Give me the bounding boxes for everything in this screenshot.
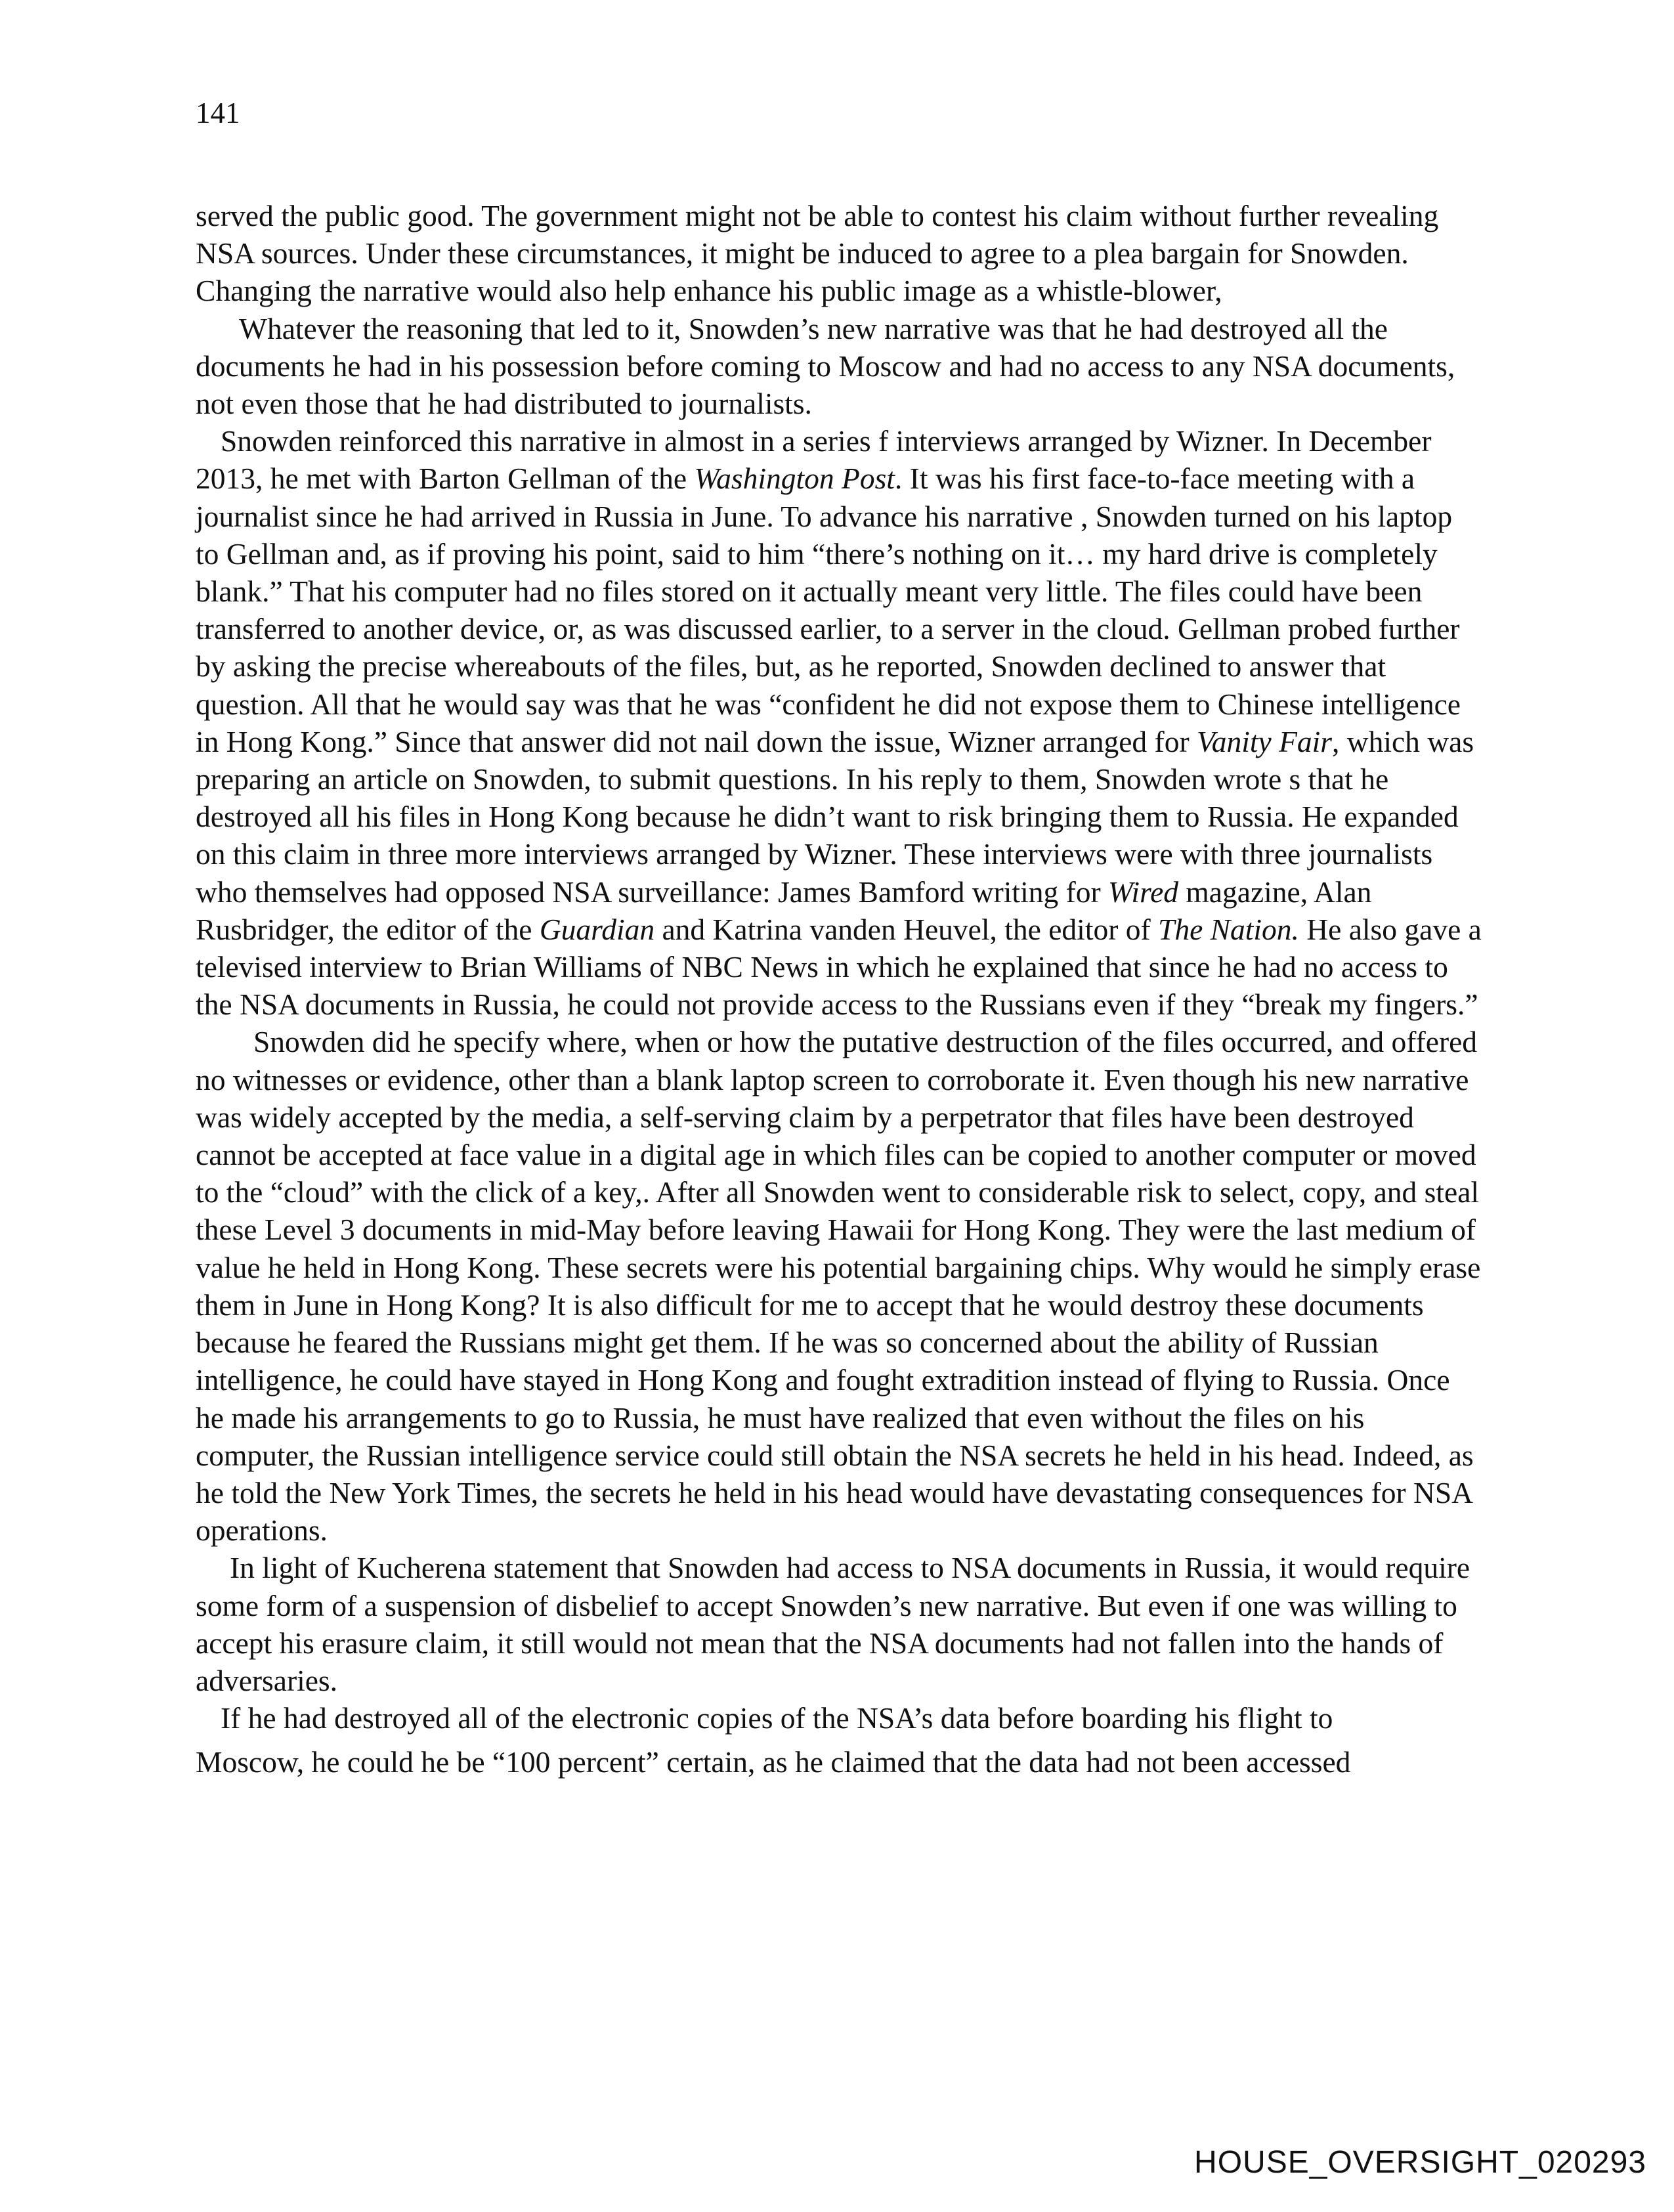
paragraph-3-title-wired: Wired bbox=[1108, 875, 1179, 909]
paragraph-2: Whatever the reasoning that led to it, Snowden’s new narrative was that he had destroyed all the documents he had in his possession before coming to Moscow and had no access to any NSA documents, not even those that he had distributed to journalists. bbox=[196, 311, 1455, 421]
paragraph-3-title-washington-post: Washington Post bbox=[694, 462, 895, 496]
page-number: 141 bbox=[196, 97, 240, 129]
paragraph-3-title-guardian: Guardian bbox=[539, 912, 655, 946]
paragraph-3-text-b: . It was his first face-to-face meeting with a journalist since he had arrived in Russia in June. To advance his narrative , Snowden turned on his laptop to Gellman and, as if proving his point, said to him “there’s nothing on it… my hard drive is completely blank.” That his computer had no files stored on it actually meant very little. The files could have been transferred to another device, or, as was discussed earlier, to a server in the cloud. Gellman probed further by asking the precise whereabouts of the files, but, as he reported, Snowden declined to answer that question. All that he would say was that he was “confident he did not expose them to Chinese intelligence in Hong Kong.” Since that answer did not nail down the issue, Wizner arranged for bbox=[196, 462, 1461, 758]
paragraph-3-title-vanity-fair: Vanity Fair bbox=[1196, 724, 1332, 758]
paragraph-3-text-a: Snowden reinforced this narrative in almost in a series f interviews arranged by Wizner. In December 2013, he met with Barton Gellman of the bbox=[196, 424, 1432, 496]
paragraph-5: In light of Kucherena statement that Snowden had access to NSA documents in Russia, it would require some form of a suspension of disbelief to accept Snowden’s new narrative. But even if one was willing to accept his erasure claim, it still would not mean that the NSA documents had not fallen into the hands of adversaries. bbox=[196, 1551, 1470, 1697]
paragraph-3-text-f: He also gave a televised interview to Brian Williams of NBC News in which he explained that since he had no access to the NSA documents in Russia, he could not provide access to the Russians even if they “break my fingers.” bbox=[196, 912, 1482, 1022]
paragraph-6-line-1: If he had destroyed all of the electronic copies of the NSA’s data before boarding his flight to bbox=[221, 1701, 1333, 1735]
paragraph-3 bbox=[196, 422, 1482, 1023]
paragraph-6-line-2: Moscow, he could he be “100 percent” certain, as he claimed that the data had not been accessed bbox=[196, 1745, 1351, 1779]
paragraph-1: served the public good. The government might not be able to contest his claim without further revealing NSA sources. Under these circumstances, it might be induced to agree to a plea bargain for Snowden. Changing the narrative would also help enhance his public image as a whistle-blower, bbox=[196, 199, 1439, 308]
bates-stamp: HOUSE_OVERSIGHT_020293 bbox=[1194, 2145, 1646, 2180]
paragraph-3-title-the-nation: The Nation. bbox=[1158, 912, 1299, 946]
paragraph-3-text-c: , which was preparing an article on Snowden, to submit questions. In his reply to them, Snowden wrote s that he destroyed all his files in Hong Kong because he didn’t want to risk bringing them to Russia. He expanded on this claim in three more interviews arranged by Wizner. These interviews were with three journalists who themselves had opposed NSA surveillance: James Bamford writing for bbox=[196, 724, 1474, 909]
paragraph-3-text-e: and Katrina vanden Heuvel, the editor of bbox=[655, 912, 1159, 946]
paragraph-3-text-d: magazine, Alan Rusbridger, the editor of the bbox=[196, 875, 1372, 946]
paragraph-4: Snowden did he specify where, when or how the putative destruction of the files occurred, and offered no witnesses or evidence, other than a blank laptop screen to corroborate it. Even though his new narrative was widely accepted by the media, a self-serving claim by a perpetrator that files have been destroyed cannot be accepted at face value in a digital age in which files can be copied to another computer or moved to the “cloud” with the click of a key,. After all Snowden went to considerable risk to select, copy, and steal these Level 3 documents in mid-May before leaving Hawaii for Hong Kong. They were the last medium of value he held in Hong Kong. These secrets were his potential bargaining chips. Why would he simply erase them in June in Hong Kong? It is also difficult for me to accept that he would destroy these documents because he feared the Russians might get them. If he was so concerned about the ability of Russian intelligence, he could have stayed in Hong Kong and fought extradition instead of flying to Russia. Once he made his arrangements to go to Russia, he must have realized that even without the files on his computer, the Russian intelligence service could still obtain the NSA secrets he held in his head. Indeed, as he told the New York Times, the secrets he held in his head would have devastating consequences for NSA operations. bbox=[196, 1025, 1481, 1548]
document-body bbox=[196, 197, 1482, 1781]
